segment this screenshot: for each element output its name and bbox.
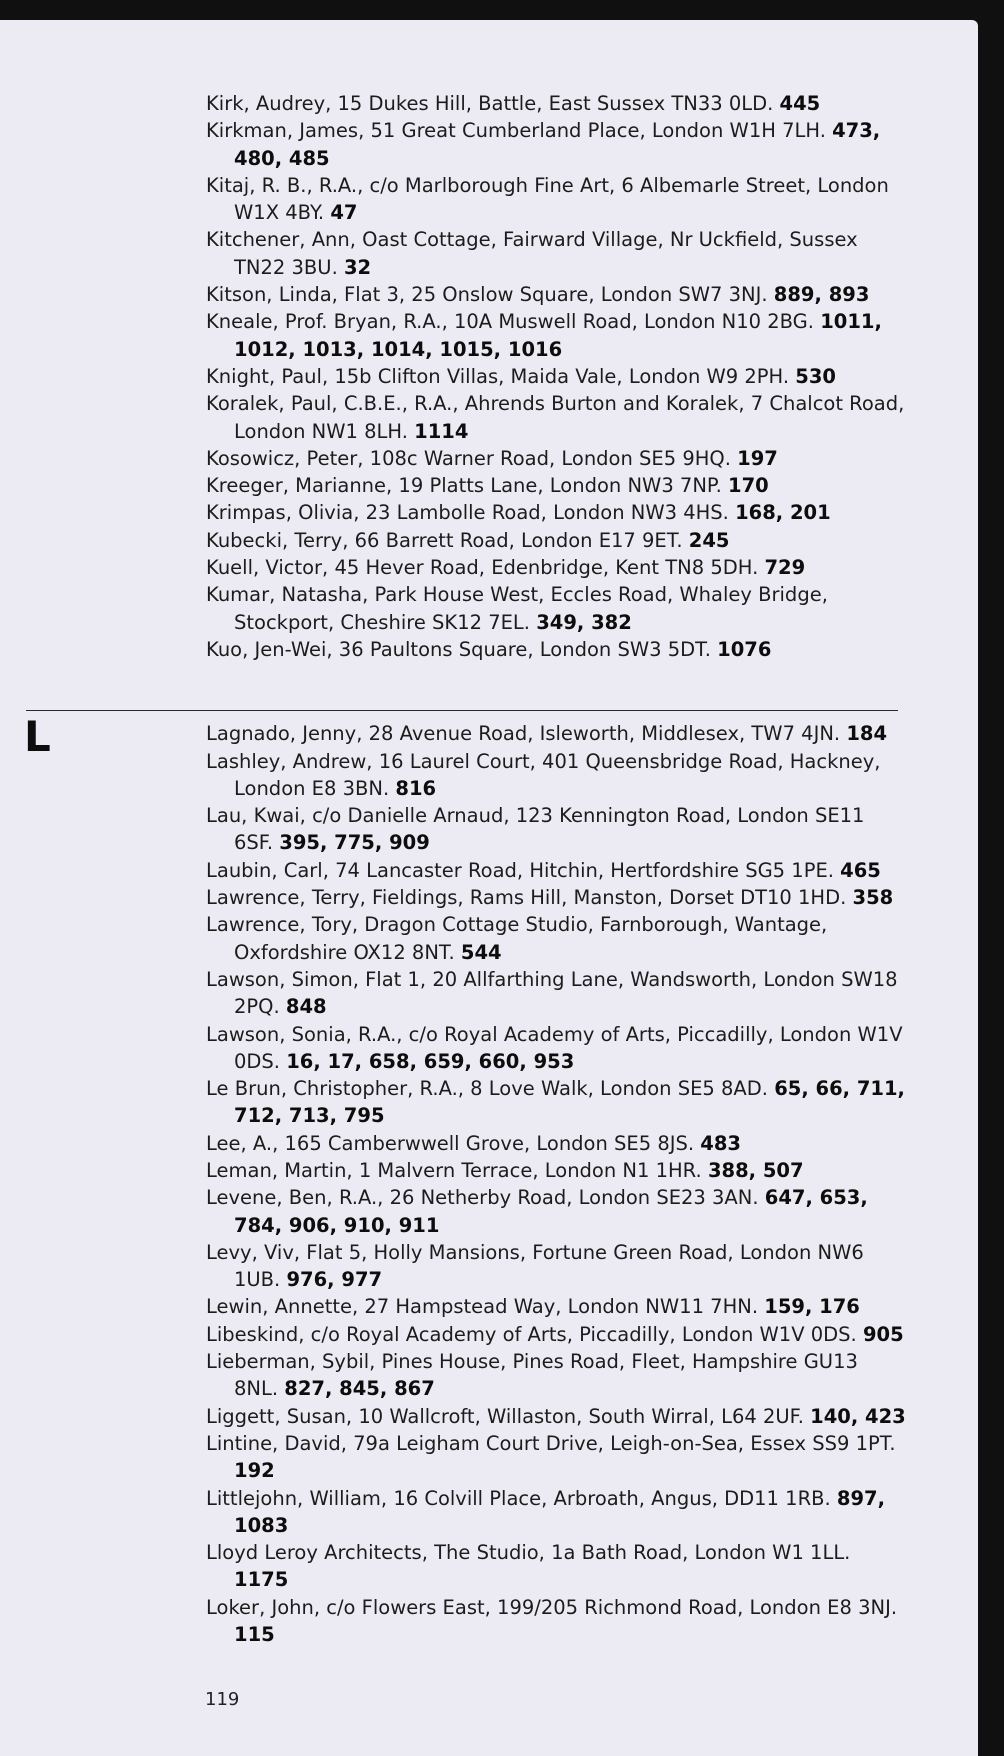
page-number: 119 (205, 1689, 240, 1710)
index-entry: Kirk, Audrey, 15 Dukes Hill, Battle, East Sussex TN33 0LD. 445 (206, 92, 821, 115)
index-entry: Koralek, Paul, C.B.E., R.A., Ahrends Burton and Koralek, 7 Chalcot Road, London NW1 8LH. 1114 (206, 392, 905, 443)
index-entry: Levene, Ben, R.A., 26 Netherby Road, London SE23 3AN. 647, 653, 784, 906, 910, 911 (206, 1186, 868, 1237)
index-entry: Lashley, Andrew, 16 Laurel Court, 401 Queensbridge Road, Hackney, London E8 3BN. 816 (206, 749, 881, 800)
index-entry: Libeskind, c/o Royal Academy of Arts, Piccadilly, London W1V 0DS. 905 (206, 1322, 904, 1346)
index-entry: Kosowicz, Peter, 108c Warner Road, London SE5 9HQ. 197 (206, 446, 778, 470)
section-letter: L (24, 712, 51, 761)
index-entry: Loker, John, c/o Flowers East, 199/205 Richmond Road, London E8 3NJ. 115 (206, 1595, 898, 1647)
index-entry: Kumar, Natasha, Park House West, Eccles Road, Whaley Bridge, Stockport, Cheshire SK12 7EL. 349, 382 (206, 583, 828, 634)
index-entry: Kitson, Linda, Flat 3, 25 Onslow Square, London SW7 3NJ. 889, 893 (206, 283, 870, 307)
index-entry: Lawrence, Terry, Fieldings, Rams Hill, Manston, Dorset DT10 1HD. 358 (206, 886, 894, 910)
index-entry: Kirkman, James, 51 Great Cumberland Place, London W1H 7LH. 473, 480, 485 (206, 119, 881, 170)
index-entry: Lee, A., 165 Camberwwell Grove, London SE5 8JS. 483 (206, 1131, 741, 1155)
index-entries (206, 90, 906, 1648)
index-entry: Littlejohn, William, 16 Colvill Place, Arbroath, Angus, DD11 1RB. 897, 1083 (206, 1486, 886, 1537)
index-entry: Krimpas, Olivia, 23 Lambolle Road, London NW3 4HS. 168, 201 (206, 501, 831, 525)
index-entry: Le Brun, Christopher, R.A., 8 Love Walk, London SE5 8AD. 65, 66, 711, 712, 713, 795 (206, 1077, 905, 1128)
index-entry: Lawrence, Tory, Dragon Cottage Studio, Farnborough, Wantage, Oxfordshire OX12 8NT. 544 (206, 913, 828, 964)
index-entry: Lewin, Annette, 27 Hampstead Way, London NW11 7HN. 159, 176 (206, 1295, 860, 1319)
index-entry: Knight, Paul, 15b Clifton Villas, Maida Vale, London W9 2PH. 530 (206, 364, 836, 388)
index-entry: Lieberman, Sybil, Pines House, Pines Road, Fleet, Hampshire GU13 8NL. 827, 845, 867 (206, 1350, 858, 1401)
section-divider (26, 710, 898, 711)
book-page (0, 20, 978, 1756)
index-entry: Kitchener, Ann, Oast Cottage, Fairward Village, Nr Uckfield, Sussex TN22 3BU. 32 (206, 228, 858, 279)
index-entry: Lintine, David, 79a Leigham Court Drive, Leigh-on-Sea, Essex SS9 1PT. 192 (206, 1431, 896, 1483)
index-entry: Lawson, Sonia, R.A., c/o Royal Academy of Arts, Piccadilly, London W1V 0DS. 16, 17, 658, 659, 660, 953 (206, 1022, 903, 1073)
index-entry: Laubin, Carl, 74 Lancaster Road, Hitchin, Hertfordshire SG5 1PE. 465 (206, 858, 881, 882)
index-entry: Levy, Viv, Flat 5, Holly Mansions, Fortune Green Road, London NW6 1UB. 976, 977 (206, 1240, 864, 1292)
index-entry: Lagnado, Jenny, 28 Avenue Road, Isleworth, Middlesex, TW7 4JN. 184 (206, 722, 888, 746)
index-entry: Kuell, Victor, 45 Hever Road, Edenbridge, Kent TN8 5DH. 729 (206, 556, 806, 580)
index-entry: Kneale, Prof. Bryan, R.A., 10A Muswell Road, London N10 2BG. 1011, 1012, 1013, 1014, 1015, 1016 (206, 310, 882, 361)
index-entry: Kitaj, R. B., R.A., c/o Marlborough Fine Art, 6 Albemarle Street, London W1X 4BY. 47 (206, 173, 889, 225)
index-entry: Kubecki, Terry, 66 Barrett Road, London E17 9ET. 245 (206, 528, 730, 552)
index-entry: Liggett, Susan, 10 Wallcroft, Willaston, South Wirral, L64 2UF. 140, 423 (206, 1404, 906, 1428)
index-entry: Kreeger, Marianne, 19 Platts Lane, London NW3 7NP. 170 (206, 474, 769, 498)
index-entry: Kuo, Jen-Wei, 36 Paultons Square, London SW3 5DT. 1076 (206, 637, 772, 661)
index-entry: Lawson, Simon, Flat 1, 20 Allfarthing Lane, Wandsworth, London SW18 2PQ. 848 (206, 967, 898, 1019)
index-entry: Lau, Kwai, c/o Danielle Arnaud, 123 Kennington Road, London SE11 6SF. 395, 775, 909 (206, 804, 865, 855)
index-entry: Leman, Martin, 1 Malvern Terrace, London N1 1HR. 388, 507 (206, 1158, 804, 1182)
index-entry: Lloyd Leroy Architects, The Studio, 1a Bath Road, London W1 1LL. 1175 (206, 1541, 851, 1592)
